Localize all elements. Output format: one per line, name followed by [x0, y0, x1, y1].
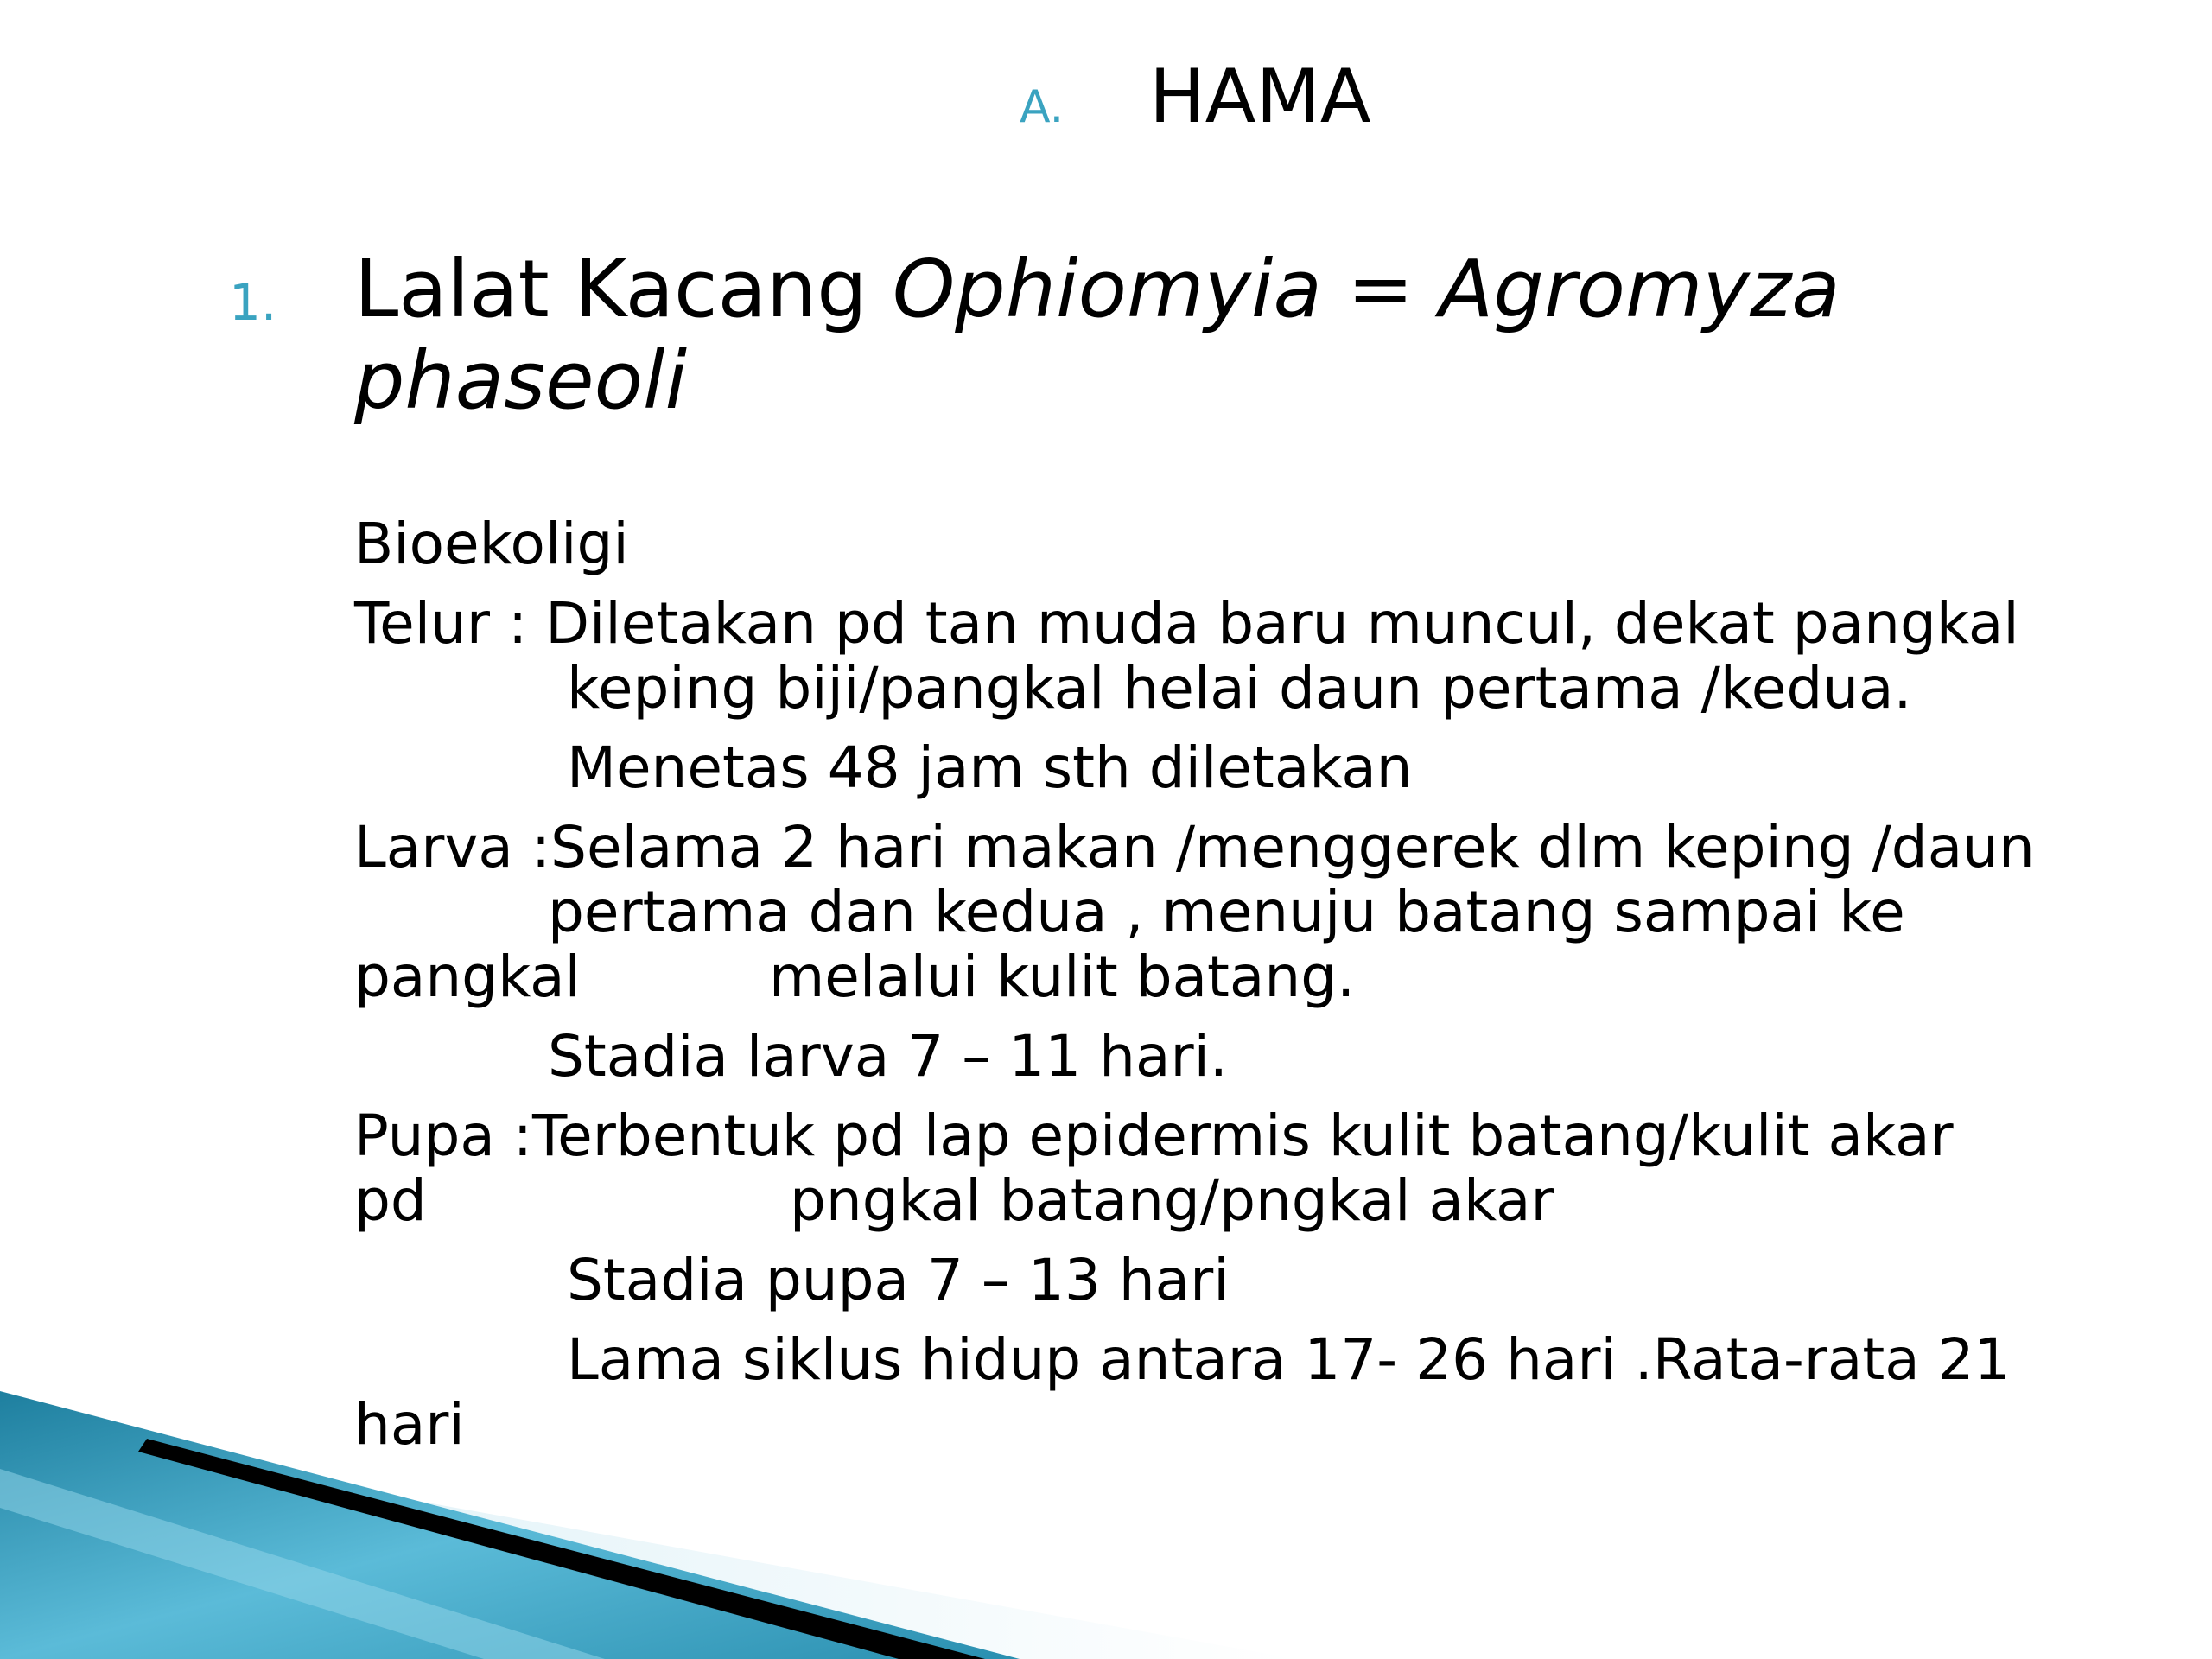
line-hari: hari: [354, 1391, 465, 1458]
line-stadia-larva: Stadia larva 7 – 11 hari.: [548, 1023, 1228, 1090]
item-title-row: [229, 244, 2130, 427]
line-pd-a: pd: [354, 1167, 427, 1234]
line-pupa: Pupa :Terbentuk pd lap epidermis kulit batang/kulit akar: [354, 1103, 1954, 1169]
line-pd-b: pngkal batang/pngkal akar: [790, 1167, 1554, 1234]
item-title-plain: Lalat Kacang: [354, 243, 893, 335]
section-heading: [1020, 54, 1371, 140]
line-pangkal-b: melalui kulit batang.: [769, 944, 1356, 1010]
line-pangkal-a: pangkal: [354, 944, 581, 1010]
line-siklus: Lama siklus hidup antara 17- 26 hari .Rata-rata 21: [567, 1326, 2011, 1393]
line-larva-cont: pertama dan kedua , menuju batang sampai ke: [548, 879, 1905, 945]
line-bioekoligi: Bioekoligi: [354, 511, 629, 577]
heading-text: HAMA: [1149, 54, 1371, 140]
item-title: [354, 244, 2048, 427]
line-menetas: Menetas 48 jam sth diletakan: [567, 734, 1413, 801]
line-stadia-pupa: Stadia pupa 7 – 13 hari: [567, 1247, 1230, 1313]
item-title-italic-1: Ophiomyia = Agromyza: [892, 243, 1840, 335]
line-larva: Larva :Selama 2 hari makan /menggerek dlm keping /daun: [354, 814, 2035, 880]
line-telur-cont: keping biji/pangkal helai daun pertama /kedua.: [567, 655, 1912, 721]
item-marker: 1.: [229, 273, 277, 332]
line-telur: Telur : Diletakan pd tan muda baru muncul, dekat pangkal: [354, 590, 2019, 657]
item-title-italic-2: phaseoli: [354, 334, 688, 427]
heading-marker: A.: [1020, 81, 1065, 133]
